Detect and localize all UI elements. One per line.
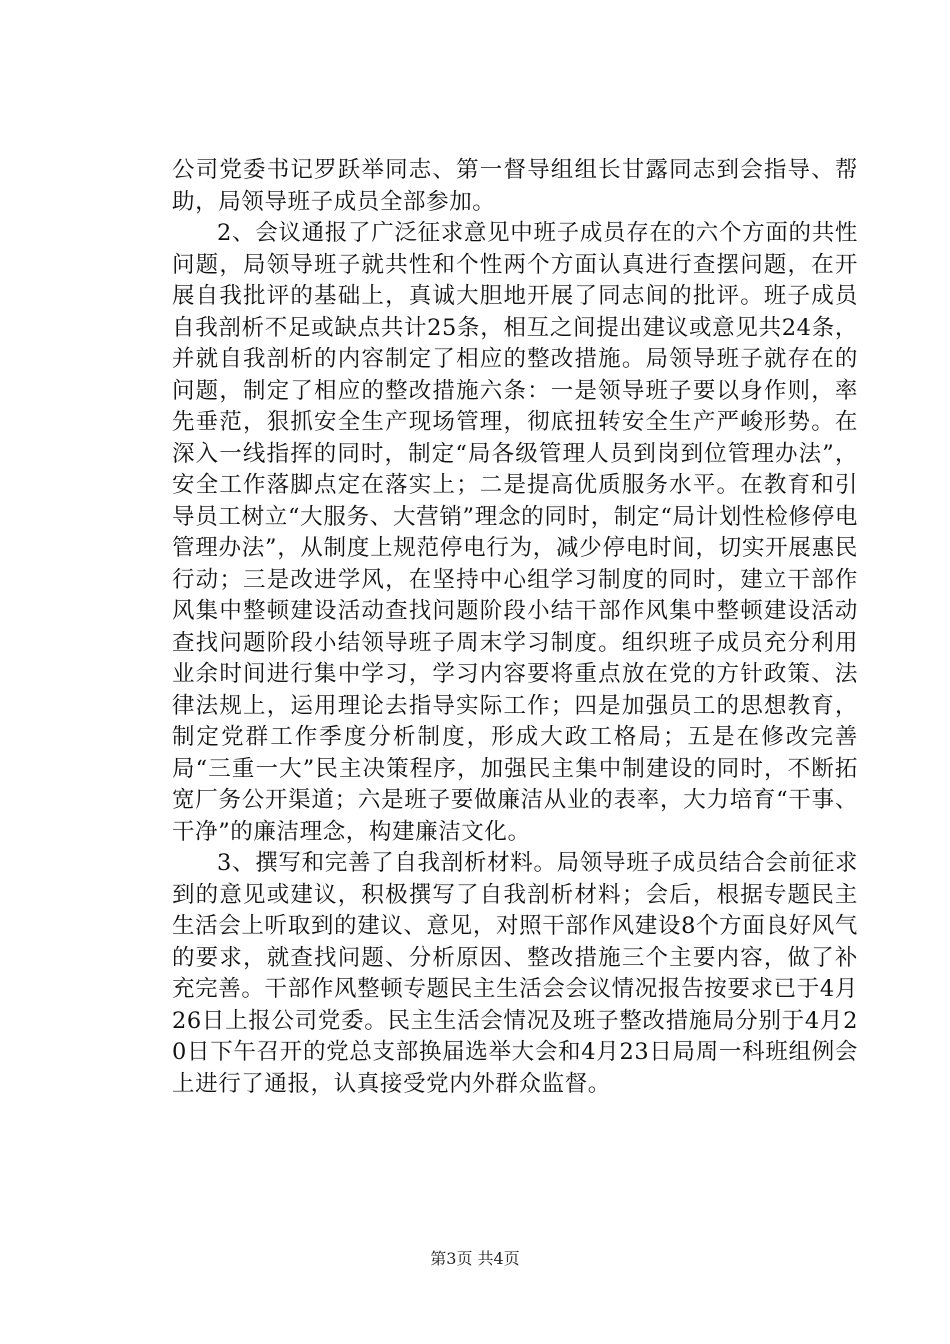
- page-number: 第3页 共4页: [430, 1249, 520, 1268]
- paragraph-item-2: 2、会议通报了广泛征求意见中班子成员存在的六个方面的共性问题，局领导班子就共性和个性两个方面认真进行查摆问题，在开展自我批评的基础上，真诚大胆地开展了同志间的批评。班子成员自我剖析不足或缺点共计25条，相互之间提出建议或意见共24条，并就自我剖析的内容制定了相应的整改措施。局领导班子就存在的问题，制定了相应的整改措施六条：一是领导班子要以身作则，率先垂范，狠抓安全生产现场管理，彻底扭转安全生产严峻形势。在深入一线指挥的同时，制定“局各级管理人员到岗到位管理办法”，安全工作落脚点定在落实上；二是提高优质服务水平。在教育和引导员工树立“大服务、大营销”理念的同时，制定“局计划性检修停电管理办法”，从制度上规范停电行为，减少停电时间，切实开展惠民行动；三是改进学风，在坚持中心组学习制度的同时，建立干部作风集中整顿建设活动查找问题阶段小结干部作风集中整顿建设活动查找问题阶段小结领导班子周末学习制度。组织班子成员充分利用业余时间进行集中学习，学习内容要将重点放在党的方针政策、法律法规上，运用理论去指导实际工作；四是加强员工的思想教育，制定党群工作季度分析制度，形成大政工格局；五是在修改完善局“三重一大”民主决策程序，加强民主集中制建设的同时，不断拓宽厂务公开渠道；六是班子要做廉洁从业的表率，大力培育“干事、干净”的廉洁理念，构建廉洁文化。: [172, 220, 858, 845]
- paragraph-continuation: 公司党委书记罗跃举同志、第一督导组组长甘露同志到会指导、帮助，局领导班子成员全部参加。: [172, 157, 858, 215]
- document-body: [172, 155, 858, 1100]
- paragraph-item-3: 3、撰写和完善了自我剖析材料。局领导班子成员结合会前征求到的意见或建议，积极撰写了自我剖析材料；会后，根据专题民主生活会上听取到的建议、意见，对照干部作风建设8个方面良好风气的要求，就查找问题、分析原因、整改措施三个主要内容，做了补充完善。干部作风整顿专题民主生活会会议情况报告按要求已于4月26日上报公司党委。民主生活会情况及班子整改措施局分别于4月20日下午召开的党总支部换届选举大会和4月23日局周一科班组例会上进行了通报，认真接受党内外群众监督。: [172, 850, 858, 1097]
